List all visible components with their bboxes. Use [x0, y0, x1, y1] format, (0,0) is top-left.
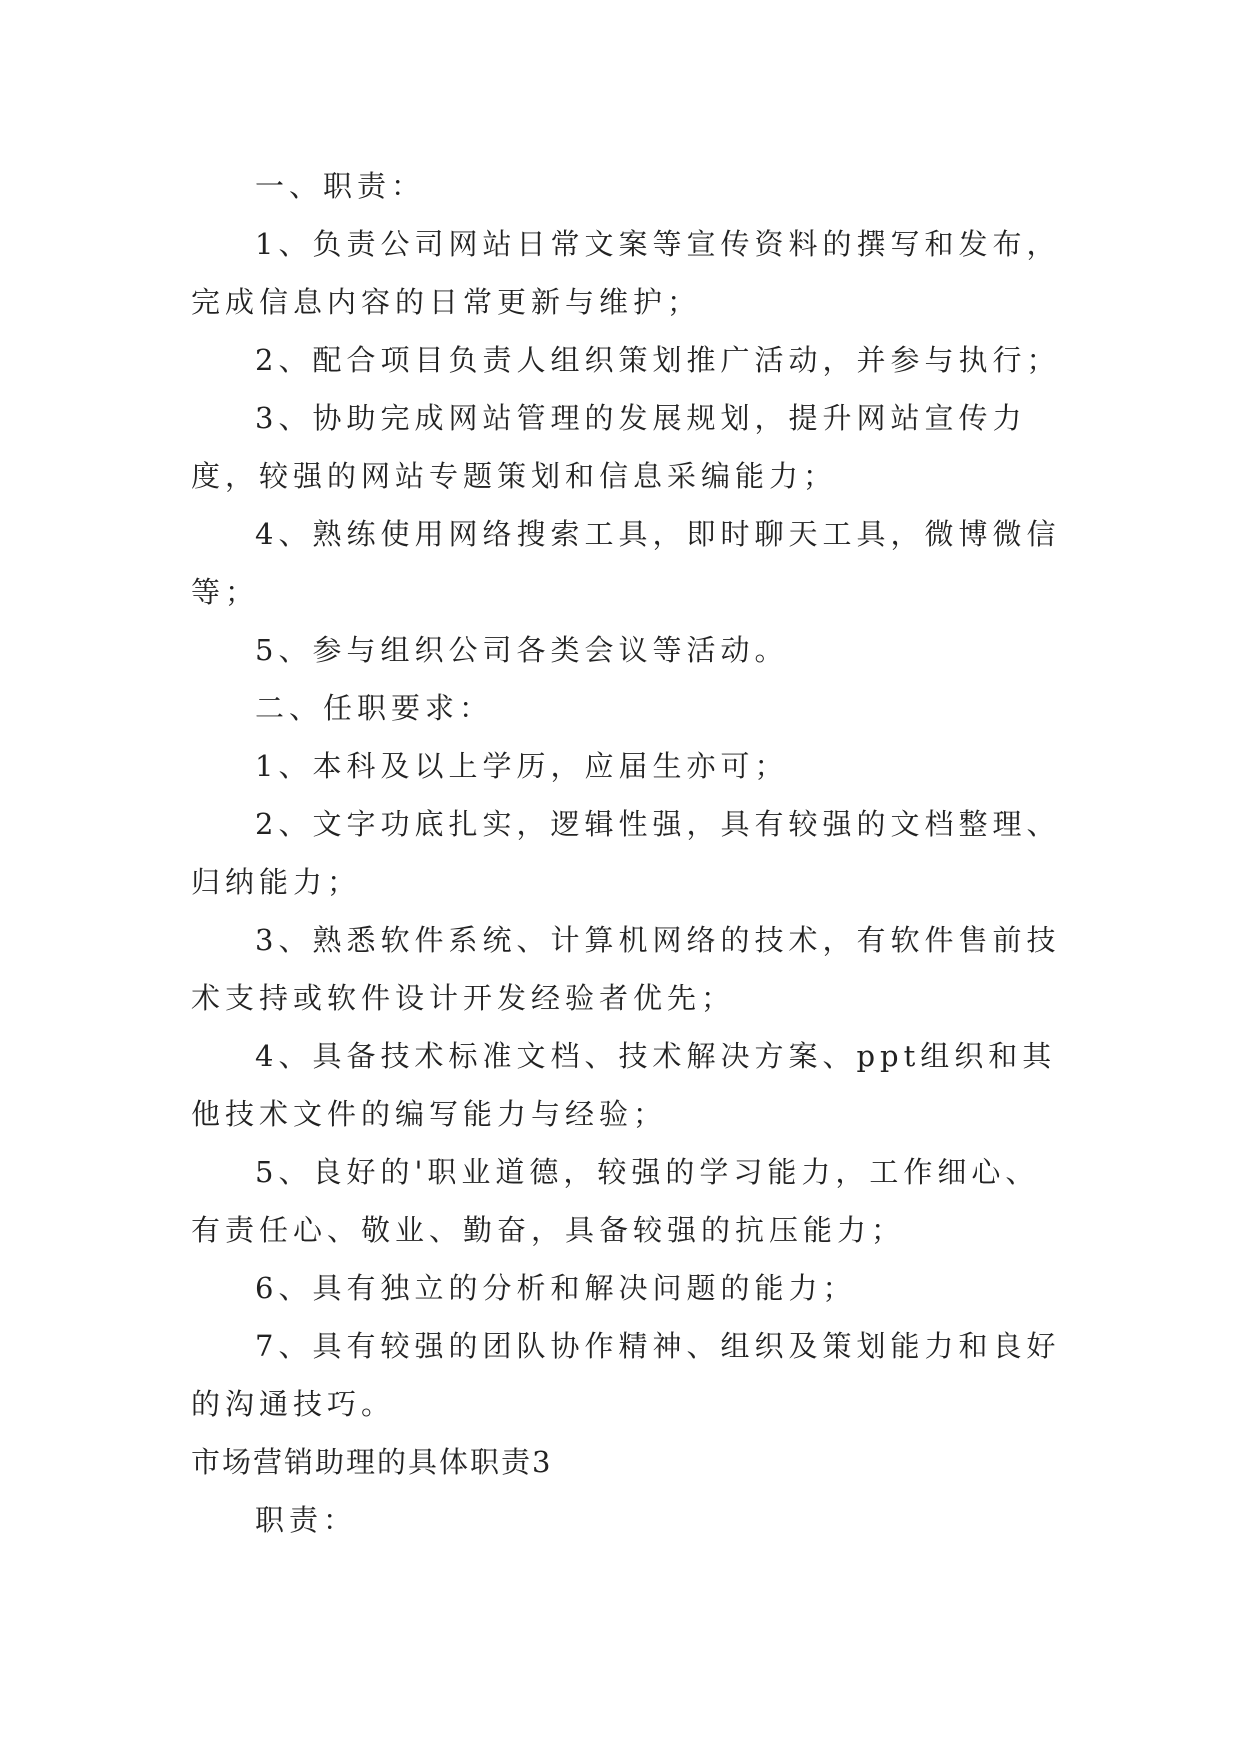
paragraph: 一、职责： — [255, 169, 426, 203]
paragraph: 二、任职要求： — [255, 691, 494, 725]
document-body — [191, 157, 1071, 1549]
paragraph: 3、协助完成网站管理的发展规划，提升网站宣传力度，较强的网站专题策划和信息采编能力； — [191, 401, 1027, 493]
paragraph: 2、配合项目负责人组织策划推广活动，并参与执行； — [255, 343, 1061, 377]
paragraph: 4、熟练使用网络搜索工具，即时聊天工具，微博微信等； — [191, 517, 1061, 609]
paragraph: 职责： — [255, 1503, 358, 1537]
paragraph: 5、参与组织公司各类会议等活动。 — [255, 633, 789, 667]
paragraph: 3、熟悉软件系统、计算机网络的技术，有软件售前技术支持或软件设计开发经验者优先； — [191, 923, 1061, 1015]
paragraph: 5、良好的'职业道德，较强的学习能力，工作细心、有责任心、敬业、勤奋，具备较强的抗压能力； — [191, 1155, 1040, 1247]
paragraph: 1、本科及以上学历，应届生亦可； — [255, 749, 789, 783]
paragraph: 1、负责公司网站日常文案等宣传资料的撰写和发布，完成信息内容的日常更新与维护； — [191, 227, 1061, 319]
paragraph: 7、具有较强的团队协作精神、组织及策划能力和良好的沟通技巧。 — [191, 1329, 1061, 1421]
paragraph: 2、文字功底扎实，逻辑性强，具有较强的文档整理、归纳能力； — [191, 807, 1061, 899]
paragraph: 4、具备技术标准文档、技术解决方案、ppt组织和其他技术文件的编写能力与经验； — [191, 1039, 1057, 1131]
section-heading: 市场营销助理的具体职责3 — [191, 1445, 553, 1479]
paragraph: 6、具有独立的分析和解决问题的能力； — [255, 1271, 857, 1305]
